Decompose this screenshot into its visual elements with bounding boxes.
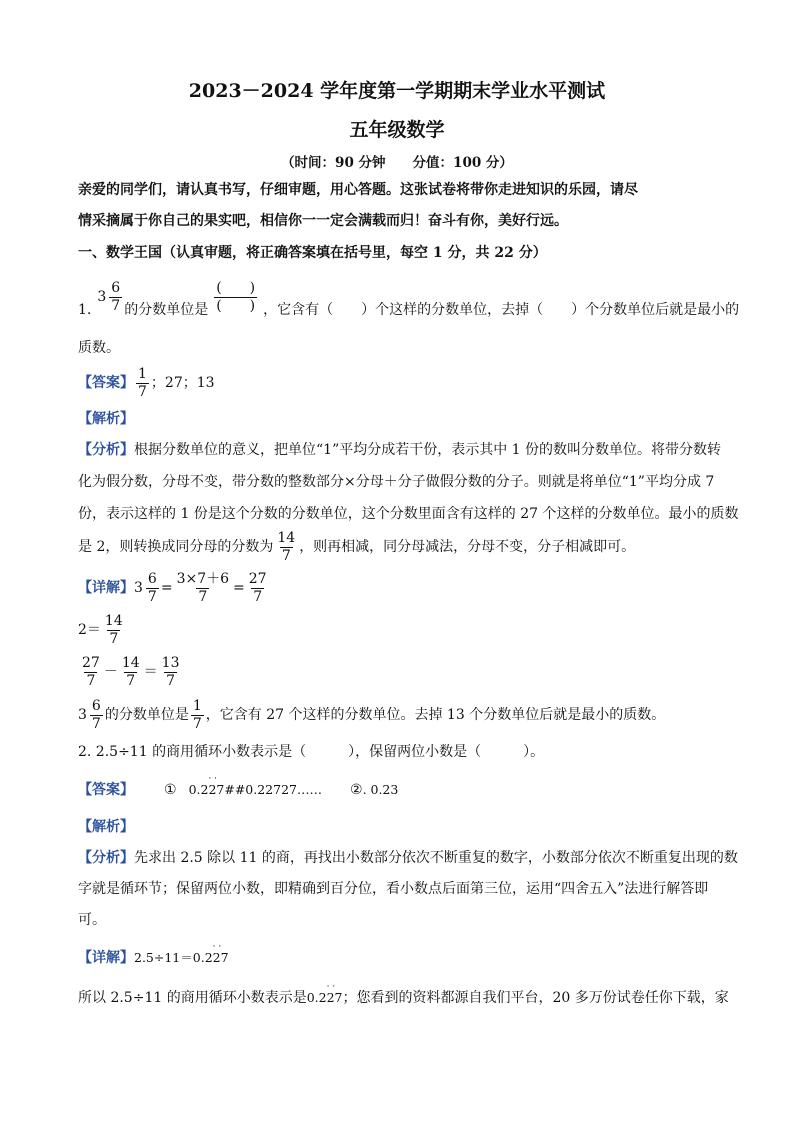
answer-mark-1: ① — [164, 782, 177, 798]
fraction — [80, 656, 102, 688]
repeating-decimal — [188, 774, 225, 797]
q1-text-b: ，它含有（ ）个这样的分数单位，去掉（ ）个分数单位后就是最小的 — [263, 302, 740, 319]
frac-den: 7 — [86, 672, 96, 689]
fenxi-tag: 【分析】 — [78, 850, 134, 866]
question-number: 1. — [78, 302, 92, 319]
frac-den: 7 — [166, 672, 176, 689]
conclusion-text: 的分数单位是 — [104, 707, 189, 724]
frac-num: 14 — [121, 655, 140, 671]
minus-sign: － — [103, 664, 118, 681]
fraction — [160, 656, 182, 688]
fenxi-text: 是 2，则转换成同分母的分数为 — [78, 539, 274, 556]
q1-detail-2 — [78, 614, 127, 646]
q2-last-line — [78, 982, 729, 1006]
frac-num: 3×7＋6 — [176, 571, 230, 587]
q1-fenxi-1 — [78, 443, 721, 457]
frac-den: 7 — [253, 588, 263, 605]
fenxi-text: ，则再相减，同分母减法，分母不变，分子相减即可。 — [299, 539, 636, 556]
fenxi-text: 根据分数单位的意义，把单位“1”平均分成若干份，表示其中 1 份的数叫分数单位。将带分数转 — [134, 442, 722, 458]
section-heading: 一、数学王国（认真审题，将正确答案填在括号里，每空 1 分，共 22 分） — [78, 245, 547, 261]
fraction — [175, 572, 231, 604]
intro-line-2: 情采摘属于你自己的果实吧，相信你一一定会满载而归！奋斗有你，美好行远。 — [78, 213, 568, 229]
question-1 — [78, 280, 740, 319]
repeating-decimal — [306, 982, 343, 1005]
answer-blank-fraction — [214, 281, 257, 313]
repeating-digits: 27 — [208, 782, 225, 797]
decimal-prefix: 0.2 — [192, 950, 213, 965]
q1-detail-1 — [78, 572, 271, 604]
answer-mark-2: ② — [350, 782, 363, 798]
equals-sign: = — [160, 580, 173, 597]
mixed-number — [78, 699, 105, 731]
mixed-whole: 3 — [78, 707, 87, 724]
equals-sign: = — [233, 580, 245, 597]
fraction — [275, 531, 297, 563]
fraction — [247, 572, 269, 604]
frac-num: 14 — [104, 613, 123, 629]
fraction — [191, 699, 204, 731]
repeating-decimal — [192, 942, 229, 965]
answer-tag: 【答案】 — [78, 375, 134, 392]
repeating-digits: 27 — [212, 950, 229, 965]
mixed-number — [134, 572, 161, 604]
frac-num: 14 — [277, 530, 296, 546]
q1-fenxi-3: 份，表示这样的 1 份是这个分数的分数单位，这个分数里面含有这样的 27 个这样的分数单位。最小的质数 — [78, 506, 739, 522]
frac-den: 7 — [198, 588, 208, 605]
q1-text-c: 质数。 — [78, 340, 120, 356]
fraction — [103, 614, 125, 646]
decimal-prefix: 0.2 — [306, 990, 327, 1005]
answer-value-2: . 0.23 — [362, 782, 399, 797]
q1-text-a: 的分数单位是 — [124, 302, 209, 319]
frac-den: 7 — [281, 547, 291, 564]
repeat-dots: · · — [208, 774, 218, 784]
detail-tag: 【详解】 — [78, 580, 134, 597]
frac-num: 6 — [147, 571, 157, 587]
repeating-digits: 27 — [326, 990, 343, 1005]
frac-num: 13 — [161, 655, 180, 671]
answer-rest: ##0.22727…… — [224, 782, 322, 797]
frac-num: 27 — [82, 655, 100, 671]
mixed-whole: 3 — [134, 580, 143, 597]
q2-answer — [78, 774, 399, 798]
question-2: 2. 2.5÷11 的商用循环小数表示是（ ），保留两位小数是（ ）。 — [78, 744, 545, 760]
mixed-number — [97, 281, 124, 313]
q2-detail — [78, 942, 229, 966]
expr-left: 2＝ — [78, 622, 101, 639]
frac-den: 7 — [91, 715, 101, 732]
last-text-b: ；您看到的资料都源自我们平台，20 多万份试卷任你下载，家 — [342, 990, 729, 1006]
frac-den: 7 — [147, 588, 157, 605]
frac-num: 27 — [248, 571, 267, 587]
frac-den: 7 — [192, 715, 202, 732]
answer-fraction — [136, 367, 149, 399]
fraction — [120, 656, 142, 688]
repeat-dots: · · — [212, 942, 222, 952]
page-subtitle: 五年级数学 — [349, 119, 445, 141]
q2-fenxi-1 — [78, 851, 738, 865]
blank-den: ( ) — [216, 297, 256, 314]
last-text-a: 所以 2.5÷11 的商用循环小数表示是 — [78, 990, 307, 1006]
conclusion-text: ，它含有 27 个这样的分数单位。去掉 13 个分数单位后就是最小的质数。 — [205, 707, 666, 724]
equals-sign: ＝ — [143, 664, 158, 681]
frac-den: 7 — [138, 383, 147, 400]
q1-detail-3 — [78, 656, 183, 688]
frac-num: 6 — [91, 698, 101, 714]
q1-fenxi-4 — [78, 531, 635, 563]
frac-num: 1 — [138, 366, 147, 382]
intro-line-1: 亲爱的同学们，请认真书写，仔细审题，用心答题。这张试卷将带你走进知识的乐园，请尽 — [78, 182, 638, 198]
frac-num: 1 — [192, 698, 202, 714]
q1-conclusion — [78, 699, 665, 731]
answer-tag: 【答案】 — [78, 782, 134, 798]
frac-den: 7 — [111, 297, 121, 314]
mixed-whole: 3 — [97, 289, 107, 306]
frac-num: 6 — [111, 280, 121, 296]
repeat-dots: · · — [326, 982, 336, 992]
detail-tag: 【详解】 — [78, 950, 134, 966]
frac-den: 7 — [109, 630, 119, 647]
analysis-tag: 【解析】 — [78, 819, 134, 835]
q1-fenxi-2: 化为假分数，分母不变，带分数的整数部分×分母＋分子做假分数的分子。则就是将单位“1”平均分成 7 — [78, 474, 715, 490]
fenxi-tag: 【分析】 — [78, 442, 134, 458]
q2-fenxi-2: 字就是循环节；保留两位小数，即精确到百分位，看小数点后面第三位，运用“四舍五入”法进行解答即 — [78, 881, 709, 897]
analysis-tag: 【解析】 — [78, 411, 134, 427]
page-title: 2023－2024 学年度第一学期期末学业水平测试 — [188, 80, 606, 102]
q1-answer — [78, 367, 215, 399]
fenxi-text: 先求出 2.5 除以 11 的商，再找出小数部分依次不断重复的数字，小数部分依次不断重复出现的数 — [134, 850, 738, 866]
q2-fenxi-3: 可。 — [78, 912, 106, 928]
exam-info: （时间：90 分钟 分值：100 分） — [281, 155, 513, 171]
frac-den: 7 — [126, 672, 136, 689]
detail-expr: 2.5÷11＝ — [134, 950, 193, 965]
decimal-prefix: 0.2 — [188, 782, 209, 797]
answer-rest: ；27；13 — [150, 375, 215, 392]
blank-num: ( ) — [216, 280, 256, 296]
